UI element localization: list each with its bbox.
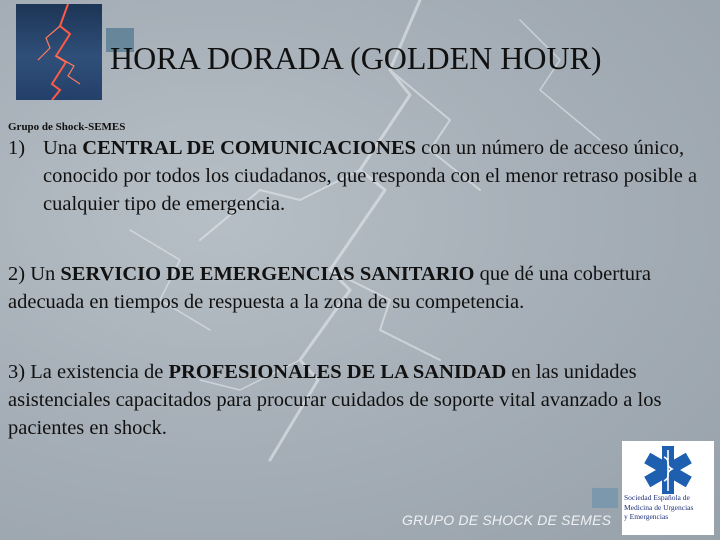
- logo-line: y Emergencias: [624, 512, 669, 521]
- item-text-after: con un número de acceso único, conocido por todos los ciudadanos, que responda con el menor retraso posible a cualquier tipo de emergencia.: [43, 137, 698, 215]
- lightning-photo: [16, 4, 102, 100]
- item-text-before: Una: [43, 137, 83, 159]
- list-item-3: [8, 358, 716, 442]
- logo-line: Sociedad Española de: [624, 493, 690, 502]
- item-text-after: que dé una cobertura adecuada en tiempos de respuesta a la zona de su competencia.: [8, 263, 651, 313]
- item-text-bold: PROFESIONALES DE LA SANIDAD: [168, 361, 507, 383]
- item-text-before: Un: [25, 263, 61, 285]
- item-number: 2): [8, 263, 26, 285]
- list-item-2: [8, 260, 716, 316]
- item-number: 3): [8, 361, 26, 383]
- list-item-1: [8, 134, 716, 218]
- star-of-life-icon: [634, 445, 702, 495]
- item-number: 1): [8, 137, 26, 159]
- footer-accent-square: [592, 488, 618, 508]
- slide-title: HORA DORADA (GOLDEN HOUR): [110, 40, 602, 76]
- item-text-after: en las unidades asistenciales capacitados para procurar cuidados de soporte vital avanzado a los pacientes en shock.: [8, 361, 662, 439]
- item-text-before: La existencia de: [25, 361, 169, 383]
- item-text-bold: SERVICIO DE EMERGENCIAS SANITARIO: [60, 263, 475, 285]
- logo-caption: [624, 493, 714, 522]
- group-label: Grupo de Shock-SEMES: [8, 121, 126, 133]
- item-text-bold: CENTRAL DE COMUNICACIONES: [82, 137, 417, 159]
- logo-line: Medicina de Urgencias: [624, 502, 694, 512]
- item-body: [43, 134, 716, 218]
- semes-logo: [622, 441, 714, 535]
- footer-text: GRUPO DE SHOCK DE SEMES: [402, 512, 612, 528]
